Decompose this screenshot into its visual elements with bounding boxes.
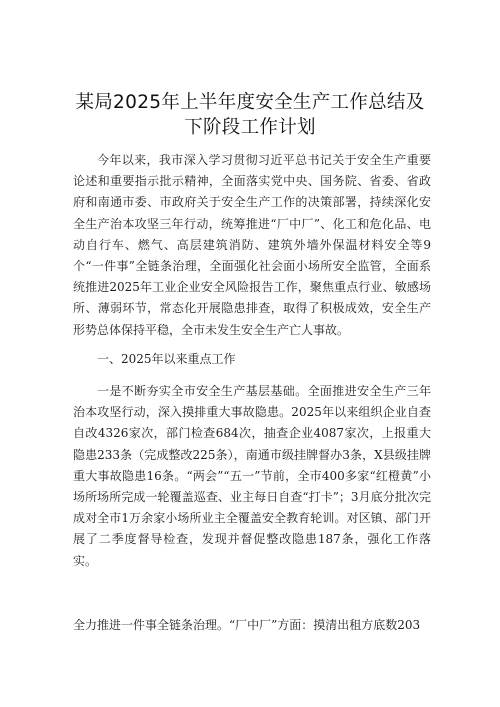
document-title: 某局2025年上半年度安全生产工作总结及下阶段工作计划 xyxy=(75,92,425,138)
body-paragraph-2: 全力推进一件事全链条治理。“厂中厂”方面：摸清出租方底数203 xyxy=(73,618,421,632)
body-paragraph-1: 一是不断夯实全市安全生产基层基础。全面推进安全生产三年治本攻坚行动，深入摸排重大事故隐患。2025年以来组织企业自查自改4326家次，部门检查684次，抽查企业4087家次，上报重大隐患233条（完成整改225条），南通市级挂牌督办3条，X县级挂牌重大事故隐患16条。“两会”“五一”节前，全市400多家“红橙黄”小场所场所完成一轮覆盖巡查、业主每日自查“打卡”；3月底分批次完成对全市1万余家小场所业主全覆盖安全教育轮训。对区镇、部门开展了二季度督导检查，发现并督促整改隐患187条，强化工作落实。 xyxy=(73,384,431,568)
intro-paragraph: 今年以来，我市深入学习贯彻习近平总书记关于安全生产重要论述和重要指示批示精神，全面落实党中央、国务院、省委、省政府和南通市委、市政府关于安全生产工作的决策部署，持续深化安全生产治本攻坚三年行动，统筹推进“厂中厂”、化工和危化品、电动自行车、燃气、高层建筑消防、建筑外墙外保温材料安全等9个“一件事”全链条治理，全面强化社会面小场所安全监管，全面系统推进2025年工业企业安全风险报告工作，聚焦重点行业、敏感场所、薄弱环节，常态化开展隐患排查，取得了积极成效，安全生产形势总体保持平稳，全市未发生安全生产亡人事故。 xyxy=(73,153,431,337)
section-heading: 一、2025年以来重点工作 xyxy=(97,352,236,366)
